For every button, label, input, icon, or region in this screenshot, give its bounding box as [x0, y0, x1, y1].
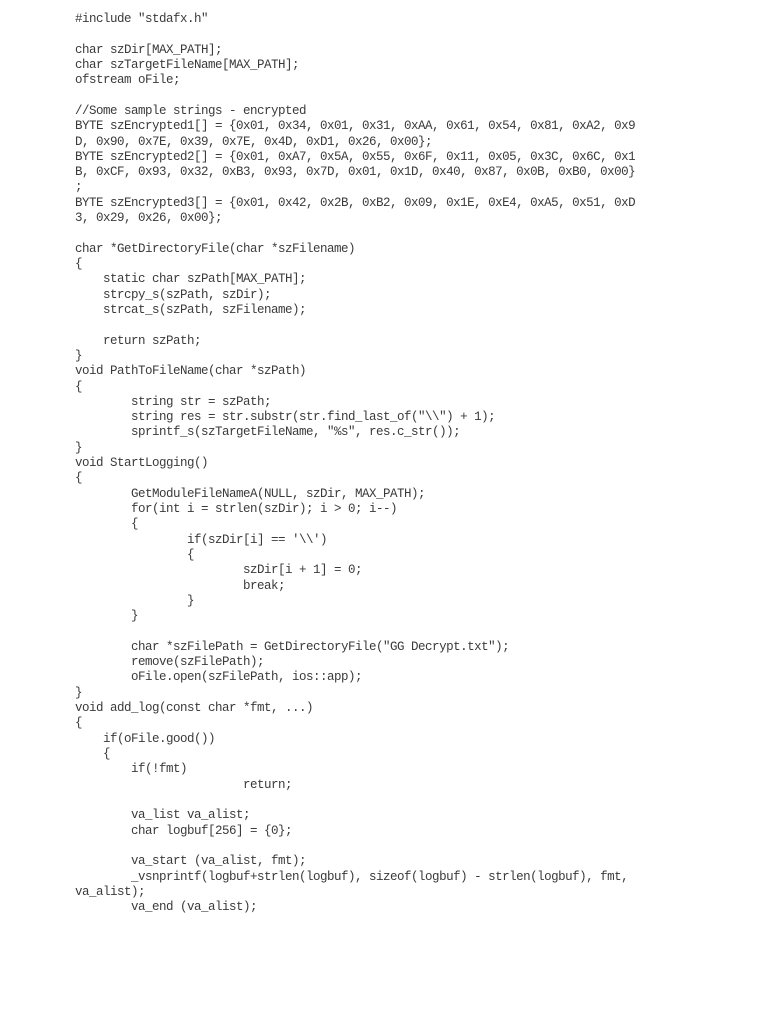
code-line: #include "stdafx.h" — [75, 12, 209, 26]
code-line: remove(szFilePath); — [75, 655, 265, 670]
code-line — [75, 625, 755, 640]
code-line: strcat_s(szPath, szFilename); — [75, 302, 307, 317]
code-line: BYTE szEncrypted3[] = {0x01, 0x42, 0x2B, 0xB2, 0x09, 0x1E, 0xE4, 0xA5, 0x51, 0xD — [75, 195, 636, 210]
code-line: { — [75, 379, 83, 394]
code-line — [75, 318, 755, 333]
code-line: char szTargetFileName[MAX_PATH]; — [75, 57, 300, 72]
code-line: va_end (va_alist); — [75, 900, 258, 915]
code-line — [75, 226, 755, 241]
code-line: string str = szPath; — [75, 394, 272, 409]
code-line: { — [75, 257, 83, 271]
code-line: oFile.open(szFilePath, ios::app); — [75, 670, 363, 685]
code-line — [75, 839, 755, 854]
code-line: { — [75, 747, 111, 761]
code-line: ; — [75, 180, 83, 195]
code-line: if(szDir[i] == '\\') — [75, 532, 328, 547]
code-line: _vsnprintf(logbuf+strlen(logbuf), sizeof(logbuf) - strlen(logbuf), fmt, — [75, 869, 629, 884]
code-line: return; — [75, 777, 293, 792]
code-line: GetModuleFileNameA(NULL, szDir, MAX_PATH); — [75, 486, 426, 501]
code-line: va_start (va_alist, fmt); — [75, 854, 307, 869]
code-line: string res = str.substr(str.find_last_of("\\") + 1); — [75, 410, 496, 425]
code-line: 3, 0x29, 0x26, 0x00}; — [75, 211, 223, 226]
code-line: char *GetDirectoryFile(char *szFilename) — [75, 241, 356, 256]
code-line: D, 0x90, 0x7E, 0x39, 0x7E, 0x4D, 0xD1, 0x26, 0x00}; — [75, 134, 433, 149]
code-line: ofstream oFile; — [75, 73, 181, 88]
source-code-listing — [75, 12, 755, 915]
code-line: va_alist); — [75, 884, 146, 899]
code-line: void add_log(const char *fmt, ...) — [75, 701, 314, 716]
code-line: for(int i = strlen(szDir); i > 0; i--) — [75, 502, 398, 516]
code-line: } — [75, 440, 83, 455]
code-line: } — [75, 593, 195, 608]
code-line: B, 0xCF, 0x93, 0x32, 0xB3, 0x93, 0x7D, 0x01, 0x1D, 0x40, 0x87, 0x0B, 0xB0, 0x00} — [75, 165, 636, 180]
code-line: char szDir[MAX_PATH]; — [75, 42, 223, 57]
code-line: if(!fmt) — [75, 762, 188, 777]
code-line: break; — [75, 578, 286, 593]
code-line: { — [75, 471, 83, 486]
code-line — [75, 793, 755, 808]
code-line: static char szPath[MAX_PATH]; — [75, 272, 307, 287]
code-line — [75, 89, 755, 104]
code-line: { — [75, 547, 195, 562]
code-line — [75, 27, 755, 42]
code-line: strcpy_s(szPath, szDir); — [75, 287, 272, 302]
code-line: return szPath; — [75, 333, 202, 348]
code-line: sprintf_s(szTargetFileName, "%s", res.c_str()); — [75, 425, 461, 440]
code-line: { — [75, 517, 139, 532]
code-line: char *szFilePath = GetDirectoryFile("GG Decrypt.txt"); — [75, 639, 510, 654]
code-line: szDir[i + 1] = 0; — [75, 563, 363, 578]
code-line: //Some sample strings - encrypted — [75, 103, 307, 118]
code-line: if(oFile.good()) — [75, 731, 216, 746]
code-line: { — [75, 716, 83, 731]
code-line: va_list va_alist; — [75, 808, 251, 823]
code-line: void StartLogging() — [75, 456, 209, 471]
code-line: } — [75, 685, 83, 700]
code-line: BYTE szEncrypted2[] = {0x01, 0xA7, 0x5A, 0x55, 0x6F, 0x11, 0x05, 0x3C, 0x6C, 0x1 — [75, 149, 636, 164]
code-line: char logbuf[256] = {0}; — [75, 823, 293, 838]
code-line: } — [75, 348, 83, 363]
code-line: void PathToFileName(char *szPath) — [75, 364, 307, 379]
code-line: BYTE szEncrypted1[] = {0x01, 0x34, 0x01, 0x31, 0xAA, 0x61, 0x54, 0x81, 0xA2, 0x9 — [75, 119, 636, 134]
code-line: } — [75, 609, 139, 624]
